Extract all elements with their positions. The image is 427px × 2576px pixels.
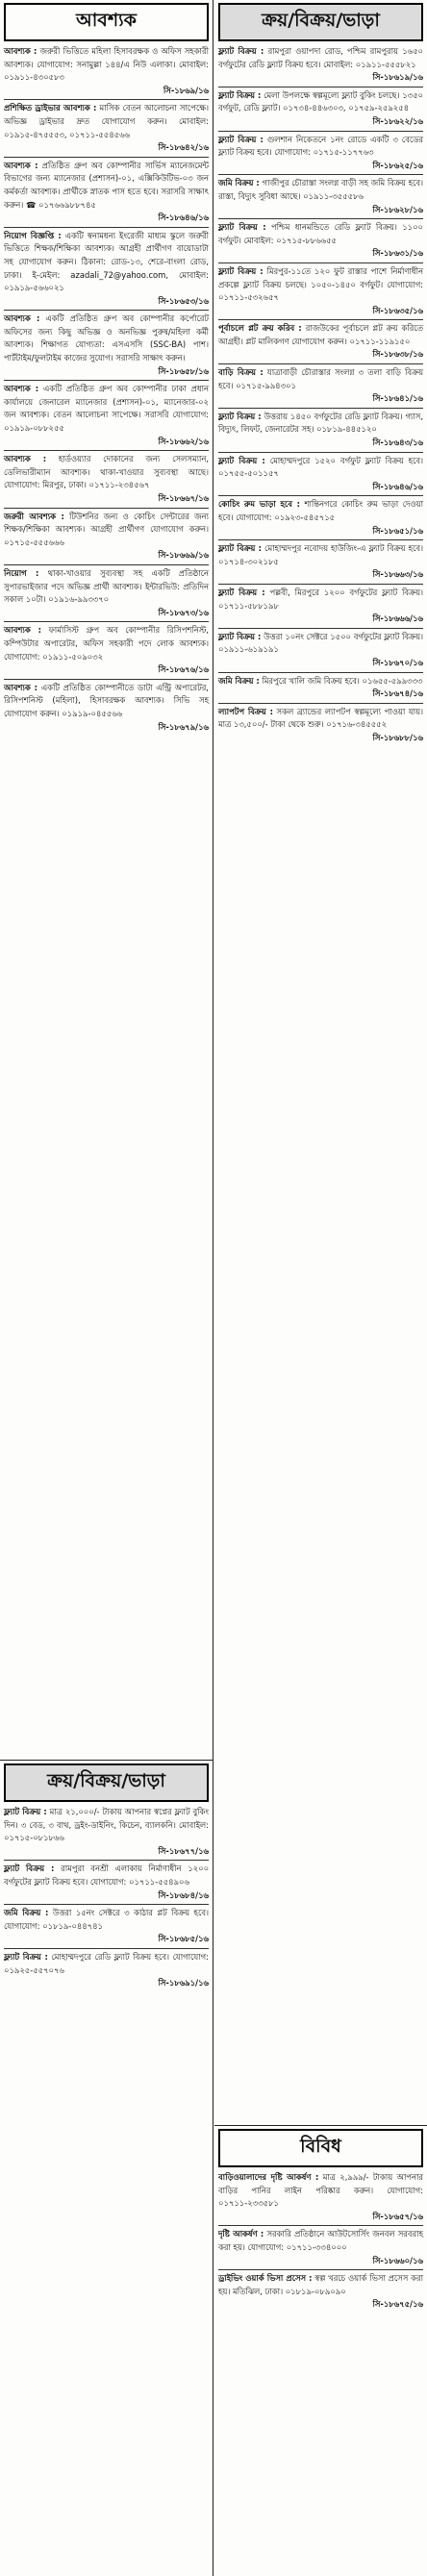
ad-divider — [218, 703, 423, 704]
classified-ad — [214, 221, 427, 261]
ad-title: ফ্ল্যাট বিক্রয় : — [218, 46, 264, 56]
ad-reference-number: সি-১৮৬৯/১৬ — [163, 85, 209, 95]
ad-title: আবশ্যক : — [4, 46, 38, 56]
ad-title: ফ্ল্যাট বিক্রয় : — [218, 134, 264, 144]
ad-reference-number: সি-১৮৬৮৪/১৬ — [158, 1889, 209, 1900]
ad-body: টিউশনির জন্য ও কোচিং সেন্টারের জন্য শিক্ষক/শিক্ষিকা আবশ্যক। আগ্রহী প্রার্থীগণ যোগাযোগ করুন। ০১৭১৫-৫৫৫৬৬৬ — [4, 511, 209, 547]
ad-body: মিরপুর-১১তে ১২০ ফুট রাস্তার পাশে নির্মাণাধীন প্রকল্পে ফ্ল্যাট বিক্রয় চলছে। ১০৫০-১৪৫০ বর্গফুট। যোগাযোগ: ০১৭১১-৫৩২৬৫৭ — [218, 265, 424, 303]
ad-body: মোহাম্মদপুর নবোদয় হাউজিং-এ ফ্ল্যাট বিক্রয় হবে। ০১৭১৪-৩০২১৮৫ — [218, 543, 423, 566]
ad-reference-number: সি-১৮৬৬২/১৬ — [158, 436, 209, 446]
ad-reference-number: সি-১৮৬৩১/১৬ — [372, 248, 423, 259]
ad-title: প্রশিক্ষিত ড্রাইভার আবশ্যক : — [4, 103, 97, 113]
ad-title: ড্রাইভিং ওয়ার্ক ভিসা প্রসেস : — [218, 2273, 313, 2284]
ad-reference-number: সি-১৮৬৬০/১৬ — [372, 2255, 423, 2265]
classified-ad — [0, 453, 213, 505]
ad-divider — [218, 363, 423, 364]
ad-reference-number: সি-১৮৬৫১/১৬ — [372, 525, 423, 536]
ad-body: একটি স্বনামধন্য ইংরেজী মাধ্যম স্কুলে জরুরী ভিত্তিতে শিক্ষক/শিক্ষিকা আবশ্যক। আগ্রহী প্রার্থীগণ বায়োডাটা সহ যোগাযোগ করুন। ঠিকানা: রোড-১৩, শেরে-বাংলা রোড, ঢাকা। ই-মেইল: azadali_72@yahoo.com, মোবাইল: ০১৯১৯-৫৬৬০২১ — [4, 230, 209, 293]
ad-title: জমি বিক্রয় : — [218, 675, 260, 686]
classified-ad — [214, 265, 427, 317]
ad-divider — [218, 672, 423, 673]
ad-reference-number: সি-১৮৬৭৯/১৬ — [158, 721, 209, 732]
buy-sell-rent-ads — [0, 1806, 213, 1990]
ad-divider — [218, 539, 423, 540]
ad-body: প্রতিষ্ঠিত গ্রুপ অব কোম্পানীর সার্ভিস ম্যানেজমেন্ট বিভাগের জন্য ম্যানেজার (প্রশাসন)-০১, এক্সিকিউটিভ-০৩ জন কর্মকর্তা আবশ্যক। প্রার্থীকে স্নাতক পাস হতে হবে। সরাসরি সাক্ষাৎ করুন। ☎ ০১৭৬৬৯৮৮৭৪৫ — [4, 160, 209, 210]
ad-reference-number: সি-১৮৬৪২/১৬ — [158, 142, 209, 153]
ad-body: মোহাম্মদপুরে রেডি ফ্ল্যাট বিক্রয় হবে। যোগাযোগ: ০১৯২৫-৫৫৭০৭৬ — [4, 1951, 209, 1975]
ad-reference-number: সি-১৮৬৬৬/১৬ — [372, 613, 423, 624]
ad-title: দৃষ্টি আকর্ষণ : — [218, 2229, 264, 2239]
classified-ad — [0, 383, 213, 448]
ad-title: ফ্ল্যাট বিক্রয় : — [218, 455, 265, 465]
classified-ad — [0, 511, 213, 563]
classified-ad — [214, 89, 427, 129]
classified-ad — [214, 322, 427, 362]
ad-divider — [218, 218, 423, 219]
classified-ad — [214, 2228, 427, 2267]
ad-body: একটি প্রতিষ্ঠিত গ্রুপ অব কোম্পানীর কর্পোরেট অফিসের জন্য কিছু অভিজ্ঞ ও অনভিজ্ঞ পুরুষ/মহিলা কর্মী আবশ্যক। শিক্ষাগত যোগ্যতা: এসএসসি (SSC-BA) পাশ। পার্টটাইম/ফুলটাইম কাজের সুযোগ। সরাসরি সাক্ষাৎ করুন। — [4, 313, 209, 363]
ad-reference-number: সি-১৮৬৩৫/১৬ — [372, 305, 423, 315]
ad-divider — [218, 495, 423, 496]
ad-body: হার্ডওয়্যার দোকানের জন্য সেলসম্যান, ডেলিভারীম্যান আবশ্যক। থাকা-খাওয়ার সুব্যবস্থা আছে। যোগাযোগ: মিরপুর, ঢাকা। ০১৭১১-২৩৪৫৬৭ — [4, 454, 209, 490]
classified-ad — [214, 366, 427, 406]
ad-reference-number: সি-১৮৬৪৬/১৬ — [158, 213, 209, 223]
classified-ad — [0, 624, 213, 676]
ad-body: সরকারি প্রতিষ্ঠানে আউটসোর্সিং জনবল সরবরাহ করা হয়। যোগাযোগ: ০১৭১১-৩৩৪০০০ — [218, 2229, 423, 2252]
classified-ad — [0, 682, 213, 734]
ad-body: রাজউকের পূর্বাচলে প্লট ক্রয় করিতে আগ্রহী। প্লট মালিকগণ যোগাযোগ করুন। ০১৭১১-১১৯১৫০ — [218, 323, 423, 346]
ad-title: পূর্বাচলে প্লট ক্রয় করিব : — [218, 323, 302, 334]
ad-title: বাড়ি বিক্রয় : — [218, 367, 264, 378]
ad-body: গুলশান নিকেতনে ১নং রোডে একটি ৩ বেডের ফ্ল্যাট বিক্রয় হবে। যোগাযোগ: ০১৭১৫-১১৭৭৬৩ — [218, 134, 423, 158]
ad-title: ফ্ল্যাট বিক্রয় : — [218, 543, 262, 554]
ad-title: কোচিং রুম ভাড়া হবে : — [218, 499, 300, 510]
classified-ad — [0, 1863, 213, 1902]
property-ads — [214, 45, 427, 745]
ad-body: সকল ব্র্যান্ডের ল্যাপটপ স্বল্পমূল্যে পাওয়া যায়। মাত্র ১৩,৫০০/- টাকা থেকে শুরু। ০১৭১৬-৩৪৫৫৫২ — [218, 706, 423, 730]
ad-body: পশ্চিম ধানমন্ডিতে রেডি ফ্ল্যাট বিক্রয়। ১১০০ বর্গফুট। মোবাইল: ০১৭১৫-৮৮৬৬৫৫ — [218, 222, 423, 245]
recruitment-ads — [0, 45, 213, 734]
ad-body: জরুরী ভিত্তিতে মহিলা হিসাবরক্ষক ও অফিস সহকারী আবশ্যক। যোগাযোগ: সনামুল্লা ১৪৪/এ নিউ এলাকা। মোবাইল: ০১৯১১-৪৩০৫৮৩ — [4, 46, 209, 83]
classified-ad — [0, 1806, 213, 1858]
ad-body: ফার্মাসিস্ট গ্রুপ অব কোম্পানীর রিসিপশনিস্ট, কম্পিউটার অপারেটর, অফিস সহকারী পদে লোক আবশ্যক। যোগাযোগ: ০১৯১১-৫০৯০৩২ — [4, 625, 209, 662]
ad-body: মাত্র ২১,০০০/- টাকায় আপনার স্বপ্নের ফ্ল্যাট বুকিং দিন। ৩ বেড, ৩ বাথ, ড্রইং-ডাইনিং, কিচেন, ব্যালকনি। মোবাইল: ০১৭১৫-০৮১৮৬৬ — [4, 1807, 209, 1843]
classified-ad — [214, 542, 427, 582]
classified-ad — [214, 134, 427, 173]
ad-body: পল্লবী, মিরপুরে ১২০০ বর্গফুটের ফ্ল্যাট বিক্রয়। ০১৭১১-৫৮৮১৯৮ — [218, 587, 423, 611]
ad-divider — [4, 621, 209, 622]
ad-body: উত্তরায় ১৪৫০ বর্গফুটের রেডি ফ্ল্যাট বিক্রয়। গ্যাস, বিদ্যুৎ, লিফট, জেনারেটর সহ। ০১৮১৯-৪৪৫১২০ — [218, 411, 423, 435]
ad-divider — [218, 452, 423, 453]
ad-title: জরুরী আবশ্যক : — [4, 511, 64, 521]
classified-ad — [214, 455, 427, 494]
ad-body: একটি প্রতিষ্ঠিত কোম্পানীতে ডাটা এন্ট্রি অপারেটর, রিসিপশনিস্ট (মহিলা), হিসাবরক্ষক আবশ্যক। সিভি সহ যোগাযোগ করুন। ০১৯১৯-০৪৫৫৬৬ — [4, 682, 209, 718]
ad-divider — [218, 174, 423, 175]
classified-ad — [0, 160, 213, 225]
ad-body: শান্তিনগরে কোচিং রুম ভাড়া দেওয়া হবে। যোগাযোগ: ০১৯২৩-৫৪৫৭১৫ — [218, 499, 423, 522]
ad-reference-number: সি-১৮৬৫৩/১৬ — [158, 295, 209, 306]
ad-divider — [4, 1860, 209, 1861]
classified-ad — [0, 102, 213, 154]
ad-body: রামপুরা ওয়াপদা রোড, পশ্চিম রামপুরায় ১৬৫০ বর্গফুটের রেডি ফ্ল্যাট বিক্রয় হবে। মোবাইল: ০১৯১১-৫৫৫৮২১ — [218, 46, 423, 69]
ad-title: ফ্ল্যাট বিক্রয় : — [218, 89, 262, 100]
ad-divider — [218, 319, 423, 320]
ad-reference-number: সি-১৮৬৬৭/১৬ — [158, 493, 209, 503]
classified-ad — [0, 45, 213, 97]
classified-ad — [214, 587, 427, 626]
ad-title: আবশ্যক : — [4, 454, 47, 464]
ad-reference-number: সি-১৮৬৭৪/১৬ — [372, 688, 423, 699]
ad-reference-number: সি-১৮৬৭৫/১৬ — [372, 2299, 423, 2310]
section-header-miscellaneous: বিবিধ — [218, 2129, 423, 2167]
ad-body: স্বল্প খরচে ওয়ার্ক ভিসা প্রসেস করা হয়। মতিঝিল, ঢাকা। ০১৮১৯-০৮৯০৯০ — [218, 2273, 423, 2296]
classified-ad — [0, 1907, 213, 1946]
ad-reference-number: সি-১৮৬৩৮/১৬ — [372, 349, 423, 360]
ad-reference-number: সি-১৮৬৫৮/১৬ — [158, 365, 209, 376]
ad-divider — [218, 408, 423, 409]
ad-body: গাজীপুর চৌরাস্তা সংলগ্ন বাড়ী সহ জমি বিক্রয় হবে। রাস্তা, বিদ্যুৎ সুবিধা আছে। ০১৯১১-৩৫৫৫৮৬ — [218, 178, 423, 201]
ad-title: ফ্ল্যাট বিক্রয় : — [218, 265, 264, 276]
ad-title: ফ্ল্যাট বিক্রয় : — [218, 631, 262, 641]
miscellaneous-ads — [214, 2171, 427, 2312]
ad-body: মাত্র ২,৯৯৯/- টাকায় আপনার বাড়ির পানির লাইন পরিষ্কার করুন। যোগাযোগ: ০১৭১১-২৩৩৫৮১ — [218, 2172, 423, 2209]
ad-body: উত্তরা ১০নং সেক্টরে ১৫০০ বর্গফুটের ফ্ল্যাট বিক্রয়। ০১৯১১-৬১৯১৯১ — [218, 631, 423, 655]
ad-reference-number: সি-১৮৬৭৬/১৬ — [158, 664, 209, 675]
ad-reference-number: সি-১৮৬২৮/১৬ — [372, 204, 423, 214]
ad-title: আবশ্যক : — [4, 625, 41, 636]
right-column — [214, 0, 427, 2576]
ad-body: থাকা-খাওয়ার সুব্যবস্থা সহ একটি প্রতিষ্ঠানে সুপারভাইজার পদে অভিজ্ঞ প্রার্থী আবশ্যক। ইন্টারভিউ: প্রতিদিন সকাল ১০টা। ০১৯১৬-৯৯৩৩৭০ — [4, 567, 209, 605]
ad-divider — [218, 2269, 423, 2270]
ad-title: নিয়োগ : — [4, 567, 39, 578]
ad-reference-number: সি-১৮৬৭০/১৬ — [372, 657, 423, 667]
ad-divider — [218, 628, 423, 629]
ad-reference-number: সি-১৮৬৪৩/১৬ — [372, 438, 423, 448]
ad-reference-number: সি-১৮৬৭৭/১৬ — [158, 1845, 209, 1856]
ad-divider — [4, 564, 209, 565]
section-header-buy-sell-rent-right: ক্রয়/বিক্রয়/ভাড়া — [218, 3, 423, 41]
ad-title: ফ্ল্যাট বিক্রয় : — [218, 222, 266, 233]
ad-title: ফ্ল্যাট বিক্রয় : — [218, 411, 262, 421]
ad-title: ফ্ল্যাট বিক্রয় : — [218, 587, 265, 597]
ad-title: বাড়িওয়ালাদের দৃষ্টি আকর্ষণ : — [218, 2172, 319, 2182]
ad-divider — [4, 380, 209, 381]
ad-body: উত্তরা ১৫নং সেক্টরে ৩ কাঠার প্লট বিক্রয় হবে। যোগাযোগ: ০১৮১৯-০৪৪৭৪১ — [4, 1908, 209, 1931]
classified-ad — [214, 675, 427, 701]
ad-title: আবশ্যক : — [4, 682, 38, 692]
ad-body: যাত্রাবাড়ী চৌরাস্তার সংলগ্ন ৩ তলা বাড়ি বিক্রয় হবে। ০১৭১৫-৯৯৪৩০১ — [218, 367, 424, 390]
ad-divider — [4, 227, 209, 228]
ad-reference-number: সি-১৮৬৫৭/১৬ — [372, 2211, 423, 2221]
ad-title: নিয়োগ বিজ্ঞপ্তি : — [4, 230, 62, 240]
ad-body: একটি প্রতিষ্ঠিত গ্রুপ অব কোম্পানীর ঢাকা প্রধান কার্যালয়ে জেনারেল ম্যানেজার (প্রশাসন)-০১, ম্যানেজার-০২ জন আবশ্যক। বেতন আলোচনা সাপেক্ষে। সরাসরি যোগাযোগ: ০১৯১৯-০৮৮২৫৫ — [4, 384, 209, 434]
classified-ad — [0, 230, 213, 309]
ad-title: ফ্ল্যাট বিক্রয় : — [4, 1807, 47, 1816]
ad-divider — [4, 1948, 209, 1949]
ad-reference-number: সি-১৮৬৯১/১৬ — [158, 1978, 209, 1988]
ad-body: মোহাম্মদপুরে ১৫২০ বর্গফুট ফ্ল্যাট বিক্রয় হবে। ০১৭৫৫-৫০১১৫৭ — [218, 455, 423, 479]
ad-title: আবশ্যক : — [4, 313, 40, 324]
ad-title: জমি বিক্রয় : — [4, 1908, 49, 1918]
ad-title: জমি বিক্রয় : — [218, 178, 260, 188]
ad-title: আবশ্যক : — [4, 384, 39, 394]
classified-ad — [214, 631, 427, 670]
classified-ad — [214, 45, 427, 85]
ad-title: ফ্ল্যাট বিক্রয় : — [4, 1951, 48, 1962]
classified-ad — [0, 313, 213, 378]
ad-reference-number: সি-১৮৬২২/১৬ — [372, 115, 423, 126]
section-header-buy-sell-rent: ক্রয়/বিক্রয়/ভাড়া — [4, 1763, 209, 1802]
ad-divider — [218, 584, 423, 585]
classified-ad — [214, 2272, 427, 2312]
ad-body: মাসিক বেতন আলোচনা সাপেক্ষে। অভিজ্ঞ ড্রাইভার দ্রুত যোগাযোগ করুন। মোবাইল: ০১৯১৫-৪৭৫৫৫৩, ০১৭১১-৫৫৪৫৬৬ — [4, 103, 209, 139]
ad-divider — [4, 450, 209, 451]
ad-divider — [4, 310, 209, 311]
classified-ad — [214, 2171, 427, 2223]
ad-title: ল্যাপটপ বিক্রয় : — [218, 706, 273, 716]
classified-ad — [0, 567, 213, 619]
ad-divider — [218, 131, 423, 132]
classified-ad — [214, 411, 427, 450]
classified-ad — [214, 498, 427, 538]
ad-reference-number: সি-১৮৬৬৯/১৬ — [158, 550, 209, 561]
ad-divider — [4, 679, 209, 680]
ad-title: ফ্ল্যাট বিক্রয় : — [4, 1863, 55, 1874]
ad-body: মেলা উপলক্ষে স্বল্পমূল্যে ফ্ল্যাট বুকিং চলছে। ১৩৫০ বর্গফুট, রেডি ফ্ল্যাট। ০১৭৩৪-৪৪৬৩০৩, ০১৭৫৯-২৫৯২৫৪ — [218, 89, 423, 113]
classified-ad — [0, 1951, 213, 1990]
ad-reference-number: সি-১৮৬৭৩/১৬ — [158, 607, 209, 617]
ad-divider — [4, 1904, 209, 1905]
ad-reference-number: সি-১৮৬১৯/১৬ — [372, 72, 423, 83]
ad-reference-number: সি-১৮৬৪১/১৬ — [372, 393, 423, 404]
ad-body: রামপুরা বনশ্রী এলাকায় নির্মাণাধীন ১২০০ বর্গফুটের ফ্ল্যাট বিক্রয় হবে। যোগাযোগ: ০১৭১১-৫৫৪৯০৬ — [4, 1863, 210, 1887]
ad-divider — [218, 87, 423, 88]
section-header-recruitment: আবশ্যক — [4, 3, 209, 41]
classified-ad — [214, 177, 427, 216]
ad-reference-number: সি-১৮৬৬৩/১৬ — [372, 569, 423, 580]
ad-reference-number: সি-১৮৬২৫/১৬ — [372, 160, 423, 170]
ad-divider — [4, 157, 209, 158]
ad-body: মিরপুরে খালি জমি বিক্রয় হবে। ০১৬৫৫-৫৯৯৩৩৩ — [262, 675, 423, 686]
ad-title: আবশ্যক : — [4, 160, 38, 170]
ad-reference-number: সি-১৮৬৮৫/১৬ — [158, 1934, 209, 1944]
ad-divider — [4, 508, 209, 509]
ad-divider — [218, 2225, 423, 2226]
ad-reference-number: সি-১৮৬৮৮/১৬ — [372, 732, 423, 742]
ad-divider — [4, 99, 209, 100]
ad-reference-number: সি-১৮৬৪৬/১৬ — [372, 481, 423, 491]
classified-ad — [214, 706, 427, 745]
